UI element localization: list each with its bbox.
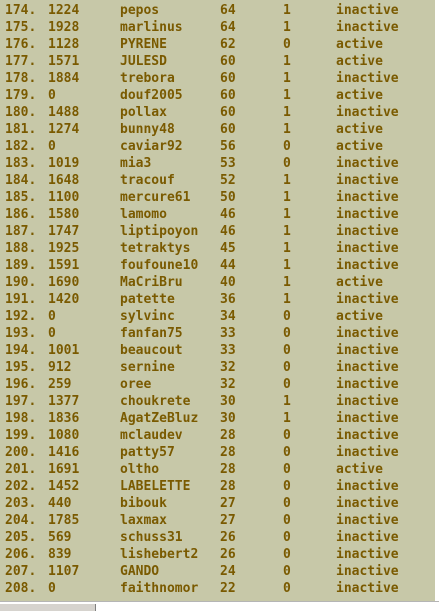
score-cell: 46 (220, 224, 236, 239)
score-cell: 33 (220, 343, 236, 358)
username-cell: oltho (120, 462, 160, 477)
id-cell: 1884 (48, 71, 80, 86)
flag-cell: 0 (283, 445, 291, 460)
score-cell: 22 (220, 581, 236, 596)
status-cell: active (336, 462, 383, 477)
rank-cell: 202. (5, 479, 37, 494)
rank-cell: 192. (5, 309, 37, 324)
id-cell: 912 (48, 360, 72, 375)
status-cell: active (336, 122, 383, 137)
id-cell: 1691 (48, 462, 80, 477)
flag-cell: 1 (283, 258, 291, 273)
username-cell: GANDO (120, 564, 160, 579)
rank-cell: 208. (5, 581, 37, 596)
table-row (0, 240, 435, 257)
flag-cell: 1 (283, 207, 291, 222)
score-cell: 52 (220, 173, 236, 188)
table-row (0, 70, 435, 87)
flag-cell: 0 (283, 37, 291, 52)
table-row (0, 308, 435, 325)
status-cell: inactive (336, 360, 399, 375)
status-cell: active (336, 88, 383, 103)
id-cell: 1571 (48, 54, 80, 69)
status-cell: inactive (336, 428, 399, 443)
table-row (0, 189, 435, 206)
status-cell: inactive (336, 71, 399, 86)
rank-cell: 184. (5, 173, 37, 188)
table-row (0, 461, 435, 478)
status-cell: inactive (336, 292, 399, 307)
table-row (0, 104, 435, 121)
table-row (0, 87, 435, 104)
username-cell: foufoune10 (120, 258, 199, 273)
status-cell: inactive (336, 241, 399, 256)
rank-cell: 179. (5, 88, 37, 103)
table-row (0, 291, 435, 308)
rank-cell: 203. (5, 496, 37, 511)
username-cell: lamomo (120, 207, 167, 222)
flag-cell: 0 (283, 547, 291, 562)
username-cell: trebora (120, 71, 175, 86)
username-cell: sernine (120, 360, 175, 375)
id-cell: 1019 (48, 156, 80, 171)
table-row (0, 138, 435, 155)
username-cell: mercure61 (120, 190, 191, 205)
username-cell: pollax (120, 105, 167, 120)
status-cell: inactive (336, 207, 399, 222)
id-cell: 569 (48, 530, 72, 545)
table-row (0, 155, 435, 172)
status-cell: inactive (336, 513, 399, 528)
status-cell: inactive (336, 3, 399, 18)
rank-cell: 205. (5, 530, 37, 545)
username-cell: douf2005 (120, 88, 183, 103)
score-cell: 50 (220, 190, 236, 205)
status-cell: inactive (336, 581, 399, 596)
id-cell: 1001 (48, 343, 80, 358)
table-row (0, 36, 435, 53)
username-cell: faithnomor (120, 581, 199, 596)
score-cell: 60 (220, 88, 236, 103)
score-cell: 28 (220, 428, 236, 443)
rank-cell: 204. (5, 513, 37, 528)
id-cell: 0 (48, 88, 56, 103)
table-row (0, 53, 435, 70)
status-cell: inactive (336, 224, 399, 239)
flag-cell: 1 (283, 173, 291, 188)
id-cell: 1080 (48, 428, 80, 443)
username-cell: patette (120, 292, 175, 307)
score-cell: 60 (220, 122, 236, 137)
flag-cell: 1 (283, 20, 291, 35)
rank-cell: 194. (5, 343, 37, 358)
status-cell: active (336, 54, 383, 69)
rank-cell: 190. (5, 275, 37, 290)
status-cell: inactive (336, 564, 399, 579)
status-cell: inactive (336, 445, 399, 460)
flag-cell: 0 (283, 496, 291, 511)
rank-cell: 187. (5, 224, 37, 239)
status-cell: inactive (336, 530, 399, 545)
table-row (0, 427, 435, 444)
rank-cell: 181. (5, 122, 37, 137)
table-row (0, 393, 435, 410)
flag-cell: 0 (283, 530, 291, 545)
flag-cell: 1 (283, 122, 291, 137)
id-cell: 259 (48, 377, 72, 392)
rank-cell: 188. (5, 241, 37, 256)
username-cell: fanfan75 (120, 326, 183, 341)
rank-cell: 198. (5, 411, 37, 426)
table-row (0, 342, 435, 359)
username-cell: sylvinc (120, 309, 175, 324)
table-row (0, 580, 435, 597)
status-cell: inactive (336, 343, 399, 358)
username-cell: choukrete (120, 394, 191, 409)
table-row (0, 206, 435, 223)
username-cell: tracouf (120, 173, 175, 188)
status-cell: inactive (336, 411, 399, 426)
flag-cell: 0 (283, 479, 291, 494)
id-cell: 0 (48, 326, 56, 341)
status-cell: inactive (336, 394, 399, 409)
flag-cell: 0 (283, 581, 291, 596)
score-cell: 62 (220, 37, 236, 52)
table-row (0, 563, 435, 580)
id-cell: 1128 (48, 37, 80, 52)
table-row (0, 172, 435, 189)
flag-cell: 1 (283, 105, 291, 120)
id-cell: 440 (48, 496, 72, 511)
flag-cell: 0 (283, 564, 291, 579)
rank-cell: 199. (5, 428, 37, 443)
score-cell: 26 (220, 530, 236, 545)
score-cell: 30 (220, 394, 236, 409)
id-cell: 0 (48, 581, 56, 596)
rank-cell: 191. (5, 292, 37, 307)
username-cell: mclaudev (120, 428, 183, 443)
status-cell: inactive (336, 173, 399, 188)
flag-cell: 0 (283, 360, 291, 375)
username-cell: tetraktys (120, 241, 191, 256)
rank-cell: 193. (5, 326, 37, 341)
status-cell: inactive (336, 377, 399, 392)
username-cell: bibouk (120, 496, 167, 511)
id-cell: 1928 (48, 20, 80, 35)
username-cell: PYRENE (120, 37, 167, 52)
status-cell: inactive (336, 326, 399, 341)
rank-cell: 177. (5, 54, 37, 69)
status-cell: active (336, 139, 383, 154)
table-row (0, 478, 435, 495)
flag-cell: 1 (283, 411, 291, 426)
score-cell: 46 (220, 207, 236, 222)
rank-cell: 197. (5, 394, 37, 409)
id-cell: 1648 (48, 173, 80, 188)
flag-cell: 1 (283, 88, 291, 103)
flag-cell: 1 (283, 190, 291, 205)
username-cell: lishebert2 (120, 547, 199, 562)
rank-cell: 175. (5, 20, 37, 35)
id-cell: 1452 (48, 479, 80, 494)
score-cell: 56 (220, 139, 236, 154)
flag-cell: 1 (283, 394, 291, 409)
username-cell: liptipoyon (120, 224, 199, 239)
score-cell: 34 (220, 309, 236, 324)
id-cell: 1925 (48, 241, 80, 256)
rank-cell: 189. (5, 258, 37, 273)
username-cell: bunny48 (120, 122, 175, 137)
score-cell: 27 (220, 513, 236, 528)
status-cell: inactive (336, 479, 399, 494)
username-cell: marlinus (120, 20, 183, 35)
table-row (0, 274, 435, 291)
score-cell: 60 (220, 71, 236, 86)
table-row (0, 359, 435, 376)
score-cell: 27 (220, 496, 236, 511)
table-row (0, 376, 435, 393)
score-cell: 32 (220, 360, 236, 375)
flag-cell: 1 (283, 292, 291, 307)
id-cell: 1836 (48, 411, 80, 426)
table-row (0, 495, 435, 512)
username-cell: MaCriBru (120, 275, 183, 290)
id-cell: 1107 (48, 564, 80, 579)
username-cell: caviar92 (120, 139, 183, 154)
table-row (0, 546, 435, 563)
flag-cell: 0 (283, 343, 291, 358)
rank-cell: 185. (5, 190, 37, 205)
score-cell: 60 (220, 54, 236, 69)
status-cell: inactive (336, 258, 399, 273)
score-cell: 64 (220, 3, 236, 18)
score-cell: 30 (220, 411, 236, 426)
score-cell: 28 (220, 479, 236, 494)
id-cell: 1488 (48, 105, 80, 120)
id-cell: 0 (48, 309, 56, 324)
score-cell: 40 (220, 275, 236, 290)
flag-cell: 0 (283, 462, 291, 477)
flag-cell: 0 (283, 156, 291, 171)
status-cell: inactive (336, 156, 399, 171)
rank-cell: 174. (5, 3, 37, 18)
table-row (0, 444, 435, 461)
score-cell: 36 (220, 292, 236, 307)
id-cell: 1580 (48, 207, 80, 222)
flag-cell: 0 (283, 326, 291, 341)
id-cell: 1377 (48, 394, 80, 409)
score-cell: 45 (220, 241, 236, 256)
rank-cell: 182. (5, 139, 37, 154)
id-cell: 1100 (48, 190, 80, 205)
id-cell: 1747 (48, 224, 80, 239)
table-row (0, 410, 435, 427)
status-cell: inactive (336, 190, 399, 205)
score-cell: 53 (220, 156, 236, 171)
rank-cell: 201. (5, 462, 37, 477)
status-cell: inactive (336, 496, 399, 511)
id-cell: 1785 (48, 513, 80, 528)
username-cell: schuss31 (120, 530, 183, 545)
username-cell: patty57 (120, 445, 175, 460)
status-cell: active (336, 37, 383, 52)
username-cell: beaucout (120, 343, 183, 358)
table-row (0, 529, 435, 546)
table-row (0, 2, 435, 19)
id-cell: 0 (48, 139, 56, 154)
flag-cell: 1 (283, 54, 291, 69)
score-cell: 28 (220, 462, 236, 477)
score-cell: 24 (220, 564, 236, 579)
id-cell: 1224 (48, 3, 80, 18)
flag-cell: 1 (283, 3, 291, 18)
flag-cell: 0 (283, 377, 291, 392)
horizontal-scrollbar-thumb[interactable] (0, 604, 96, 611)
status-cell: active (336, 309, 383, 324)
score-cell: 32 (220, 377, 236, 392)
flag-cell: 0 (283, 139, 291, 154)
status-cell: inactive (336, 547, 399, 562)
rank-cell: 200. (5, 445, 37, 460)
scrollbar-gutter (435, 0, 439, 601)
score-cell: 60 (220, 105, 236, 120)
score-cell: 26 (220, 547, 236, 562)
flag-cell: 0 (283, 309, 291, 324)
id-cell: 1690 (48, 275, 80, 290)
score-cell: 64 (220, 20, 236, 35)
id-cell: 839 (48, 547, 72, 562)
id-cell: 1420 (48, 292, 80, 307)
flag-cell: 1 (283, 275, 291, 290)
id-cell: 1274 (48, 122, 80, 137)
rank-cell: 178. (5, 71, 37, 86)
rank-cell: 195. (5, 360, 37, 375)
flag-cell: 0 (283, 428, 291, 443)
rank-cell: 183. (5, 156, 37, 171)
table-row (0, 325, 435, 342)
table-row (0, 19, 435, 36)
rank-cell: 206. (5, 547, 37, 562)
table-row (0, 223, 435, 240)
status-cell: inactive (336, 105, 399, 120)
score-cell: 33 (220, 326, 236, 341)
status-cell: active (336, 275, 383, 290)
username-cell: AgatZeBluz (120, 411, 199, 426)
score-cell: 28 (220, 445, 236, 460)
id-cell: 1591 (48, 258, 80, 273)
username-cell: mia3 (120, 156, 152, 171)
horizontal-scrollbar[interactable] (0, 601, 439, 611)
table-row (0, 121, 435, 138)
flag-cell: 1 (283, 224, 291, 239)
status-cell: inactive (336, 20, 399, 35)
flag-cell: 0 (283, 513, 291, 528)
rank-cell: 176. (5, 37, 37, 52)
rank-cell: 196. (5, 377, 37, 392)
score-cell: 44 (220, 258, 236, 273)
username-cell: pepos (120, 3, 160, 18)
rank-cell: 207. (5, 564, 37, 579)
username-cell: LABELETTE (120, 479, 191, 494)
flag-cell: 1 (283, 241, 291, 256)
username-cell: JULESD (120, 54, 167, 69)
rank-cell: 186. (5, 207, 37, 222)
table-row (0, 512, 435, 529)
flag-cell: 1 (283, 71, 291, 86)
username-cell: laxmax (120, 513, 167, 528)
id-cell: 1416 (48, 445, 80, 460)
username-cell: oree (120, 377, 152, 392)
rank-cell: 180. (5, 105, 37, 120)
table-row (0, 257, 435, 274)
